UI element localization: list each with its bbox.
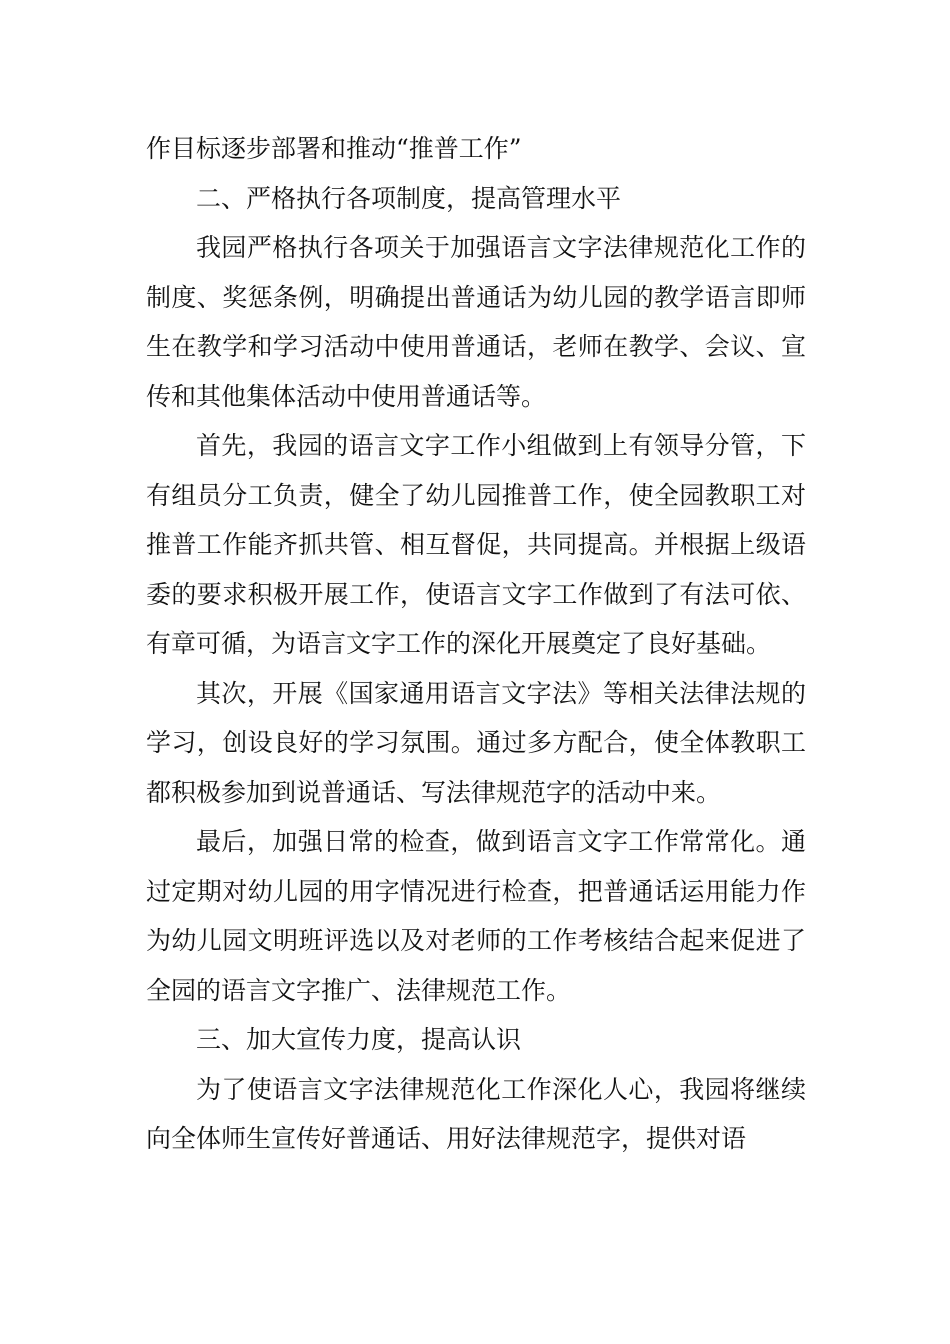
section-heading-2: 二、严格执行各项制度，提高管理水平 <box>196 183 622 213</box>
paragraph-first: 首先，我园的语言文字工作小组做到上有领导分管，下有组员分工负责，健全了幼儿园推普工作，使全园教职工对推普工作能齐抓共管、相互督促，共同提高。并根据上级语委的要求积极开展工作，使语言文字工作做到了有法可依、有章可循，为语言文字工作的深化开展奠定了良好基础。 <box>146 431 806 658</box>
paragraph-regulations: 我园严格执行各项关于加强语言文字法律规范化工作的制度、奖惩条例，明确提出普通话为幼儿园的教学语言即师生在教学和学习活动中使用普通话，老师在教学、会议、宣传和其他集体活动中使用普通话等。 <box>146 233 806 411</box>
paragraph-second: 其次，开展《国家通用语言文字法》等相关法律法规的学习，创设良好的学习氛围。通过多方配合，使全体教职工都积极参加到说普通话、写法律规范字的活动中来。 <box>146 678 806 807</box>
paragraph-continuation: 作目标逐步部署和推动“推普工作” <box>146 134 522 163</box>
section-heading-3: 三、加大宣传力度，提高认识 <box>196 1025 522 1054</box>
paragraph-last: 最后，加强日常的检查，做到语言文字工作常常化。通过定期对幼儿园的用字情况进行检查，把普通话运用能力作为幼儿园文明班评选以及对老师的工作考核结合起来促进了全园的语言文字推广、法律规范工作。 <box>146 827 806 1005</box>
document-body <box>146 124 806 1164</box>
paragraph-publicity: 为了使语言文字法律规范化工作深化人心，我园将继续向全体师生宣传好普通话、用好法律规范字，提供对语 <box>146 1074 806 1153</box>
